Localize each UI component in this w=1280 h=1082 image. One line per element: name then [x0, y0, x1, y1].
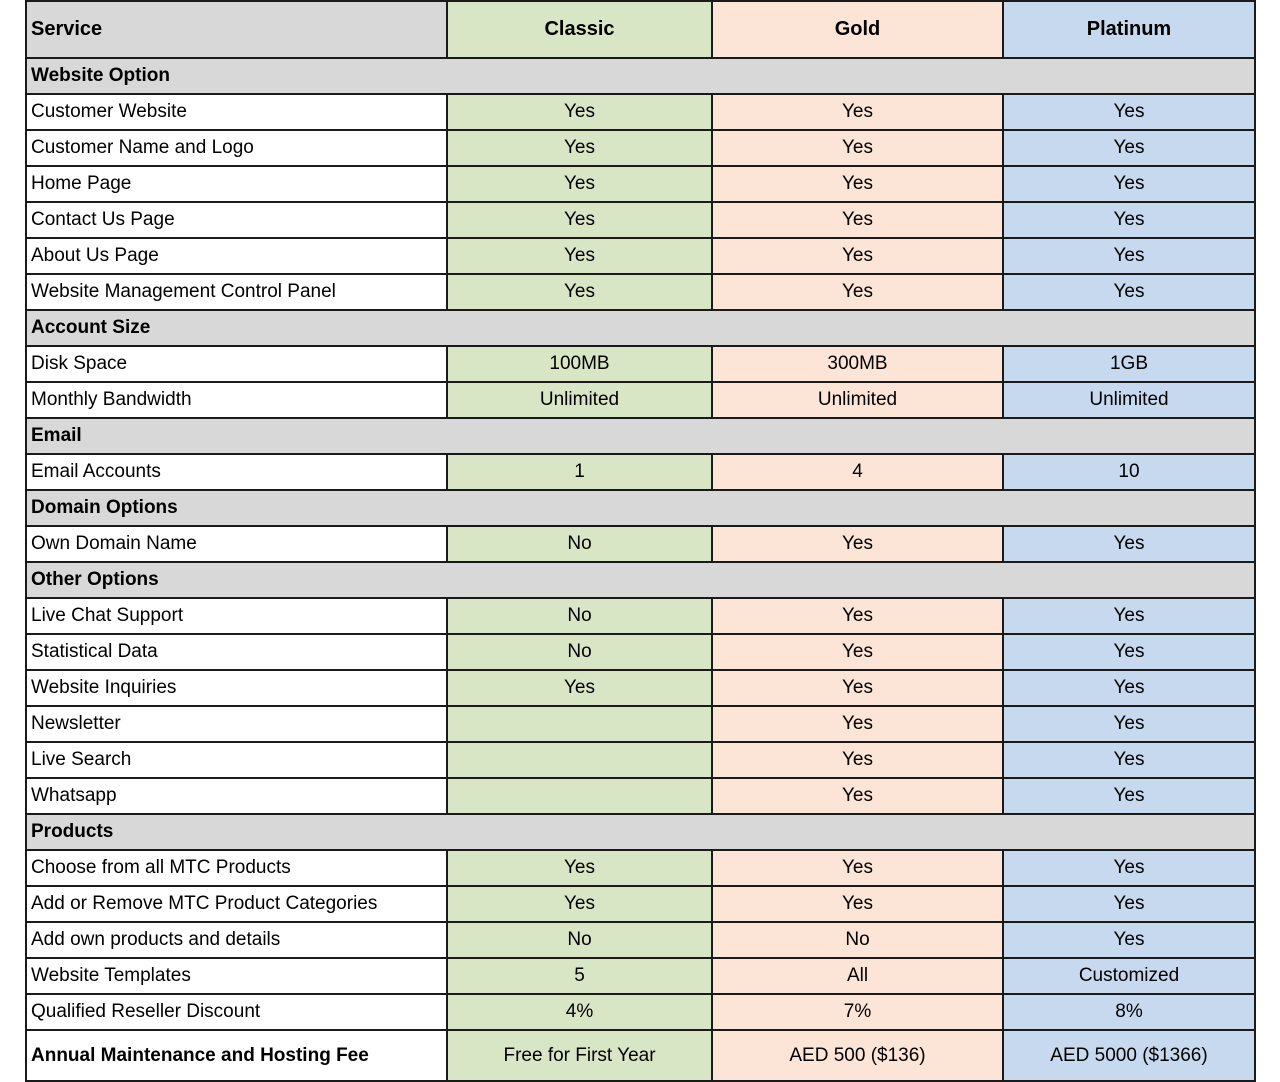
table-row: [26, 202, 1255, 238]
service-cell: Customer Name and Logo: [26, 130, 447, 166]
classic-cell: [447, 778, 712, 814]
platinum-cell: Yes: [1003, 598, 1255, 634]
gold-cell: 300MB: [712, 346, 1003, 382]
table-row: [26, 742, 1255, 778]
service-cell: Monthly Bandwidth: [26, 382, 447, 418]
gold-cell: No: [712, 922, 1003, 958]
header-platinum: Platinum: [1003, 1, 1255, 58]
service-cell: Live Chat Support: [26, 598, 447, 634]
gold-cell: Yes: [712, 706, 1003, 742]
service-cell: Own Domain Name: [26, 526, 447, 562]
service-cell: Website Templates: [26, 958, 447, 994]
table-body: [26, 1, 1255, 1081]
classic-cell: Yes: [447, 886, 712, 922]
classic-cell: [447, 742, 712, 778]
section-title: Website Option: [26, 58, 1255, 94]
service-cell: Home Page: [26, 166, 447, 202]
gold-cell: Yes: [712, 166, 1003, 202]
service-cell: Disk Space: [26, 346, 447, 382]
service-cell: About Us Page: [26, 238, 447, 274]
service-cell: Customer Website: [26, 94, 447, 130]
service-cell: Qualified Reseller Discount: [26, 994, 447, 1030]
gold-cell: Yes: [712, 598, 1003, 634]
table-row: [26, 238, 1255, 274]
fee-classic: Free for First Year: [447, 1030, 712, 1081]
table-row: [26, 670, 1255, 706]
table-row: [26, 886, 1255, 922]
table-row: [26, 130, 1255, 166]
classic-cell: Yes: [447, 274, 712, 310]
platinum-cell: Yes: [1003, 742, 1255, 778]
service-cell: Add own products and details: [26, 922, 447, 958]
gold-cell: Yes: [712, 742, 1003, 778]
gold-cell: Yes: [712, 670, 1003, 706]
table-row: [26, 346, 1255, 382]
header-row: [26, 1, 1255, 58]
gold-cell: Yes: [712, 274, 1003, 310]
gold-cell: Yes: [712, 202, 1003, 238]
gold-cell: All: [712, 958, 1003, 994]
platinum-cell: Yes: [1003, 850, 1255, 886]
gold-cell: 4: [712, 454, 1003, 490]
fee-label: Annual Maintenance and Hosting Fee: [26, 1030, 447, 1081]
classic-cell: 1: [447, 454, 712, 490]
service-cell: Live Search: [26, 742, 447, 778]
classic-cell: Yes: [447, 238, 712, 274]
classic-cell: 100MB: [447, 346, 712, 382]
platinum-cell: Yes: [1003, 706, 1255, 742]
classic-cell: Yes: [447, 130, 712, 166]
service-cell: Website Management Control Panel: [26, 274, 447, 310]
platinum-cell: Unlimited: [1003, 382, 1255, 418]
section-title: Products: [26, 814, 1255, 850]
section-row: [26, 814, 1255, 850]
platinum-cell: Yes: [1003, 634, 1255, 670]
service-cell: Add or Remove MTC Product Categories: [26, 886, 447, 922]
gold-cell: Yes: [712, 634, 1003, 670]
classic-cell: Unlimited: [447, 382, 712, 418]
pricing-comparison-table: [25, 0, 1256, 1082]
gold-cell: Yes: [712, 130, 1003, 166]
classic-cell: Yes: [447, 166, 712, 202]
section-row: [26, 418, 1255, 454]
table-row: [26, 382, 1255, 418]
section-row: [26, 490, 1255, 526]
section-title: Account Size: [26, 310, 1255, 346]
section-title: Other Options: [26, 562, 1255, 598]
platinum-cell: 1GB: [1003, 346, 1255, 382]
table-row: [26, 598, 1255, 634]
platinum-cell: Yes: [1003, 274, 1255, 310]
table-row: [26, 274, 1255, 310]
service-cell: Whatsapp: [26, 778, 447, 814]
service-cell: Statistical Data: [26, 634, 447, 670]
table-row: [26, 922, 1255, 958]
service-cell: Newsletter: [26, 706, 447, 742]
classic-cell: No: [447, 598, 712, 634]
platinum-cell: Customized: [1003, 958, 1255, 994]
service-cell: Contact Us Page: [26, 202, 447, 238]
platinum-cell: Yes: [1003, 238, 1255, 274]
classic-cell: No: [447, 526, 712, 562]
classic-cell: 5: [447, 958, 712, 994]
gold-cell: Yes: [712, 886, 1003, 922]
platinum-cell: Yes: [1003, 886, 1255, 922]
classic-cell: Yes: [447, 94, 712, 130]
header-classic: Classic: [447, 1, 712, 58]
section-title: Email: [26, 418, 1255, 454]
gold-cell: Yes: [712, 238, 1003, 274]
gold-cell: 7%: [712, 994, 1003, 1030]
classic-cell: No: [447, 922, 712, 958]
platinum-cell: 10: [1003, 454, 1255, 490]
classic-cell: Yes: [447, 850, 712, 886]
platinum-cell: Yes: [1003, 130, 1255, 166]
header-gold: Gold: [712, 1, 1003, 58]
table-row: [26, 778, 1255, 814]
table-row: [26, 994, 1255, 1030]
header-service: Service: [26, 1, 447, 58]
fee-row: [26, 1030, 1255, 1081]
section-row: [26, 562, 1255, 598]
gold-cell: Yes: [712, 778, 1003, 814]
section-title: Domain Options: [26, 490, 1255, 526]
classic-cell: 4%: [447, 994, 712, 1030]
classic-cell: No: [447, 634, 712, 670]
fee-platinum: AED 5000 ($1366): [1003, 1030, 1255, 1081]
table-row: [26, 958, 1255, 994]
platinum-cell: Yes: [1003, 94, 1255, 130]
platinum-cell: Yes: [1003, 202, 1255, 238]
platinum-cell: Yes: [1003, 778, 1255, 814]
section-row: [26, 310, 1255, 346]
platinum-cell: 8%: [1003, 994, 1255, 1030]
platinum-cell: Yes: [1003, 166, 1255, 202]
service-cell: Website Inquiries: [26, 670, 447, 706]
platinum-cell: Yes: [1003, 526, 1255, 562]
table-row: [26, 94, 1255, 130]
platinum-cell: Yes: [1003, 670, 1255, 706]
classic-cell: [447, 706, 712, 742]
gold-cell: Yes: [712, 526, 1003, 562]
service-cell: Choose from all MTC Products: [26, 850, 447, 886]
gold-cell: Yes: [712, 850, 1003, 886]
classic-cell: Yes: [447, 202, 712, 238]
classic-cell: Yes: [447, 670, 712, 706]
table-row: [26, 850, 1255, 886]
service-cell: Email Accounts: [26, 454, 447, 490]
table-row: [26, 706, 1255, 742]
table-row: [26, 454, 1255, 490]
fee-gold: AED 500 ($136): [712, 1030, 1003, 1081]
gold-cell: Unlimited: [712, 382, 1003, 418]
gold-cell: Yes: [712, 94, 1003, 130]
section-row: [26, 58, 1255, 94]
table-row: [26, 166, 1255, 202]
table-row: [26, 634, 1255, 670]
platinum-cell: Yes: [1003, 922, 1255, 958]
table-row: [26, 526, 1255, 562]
